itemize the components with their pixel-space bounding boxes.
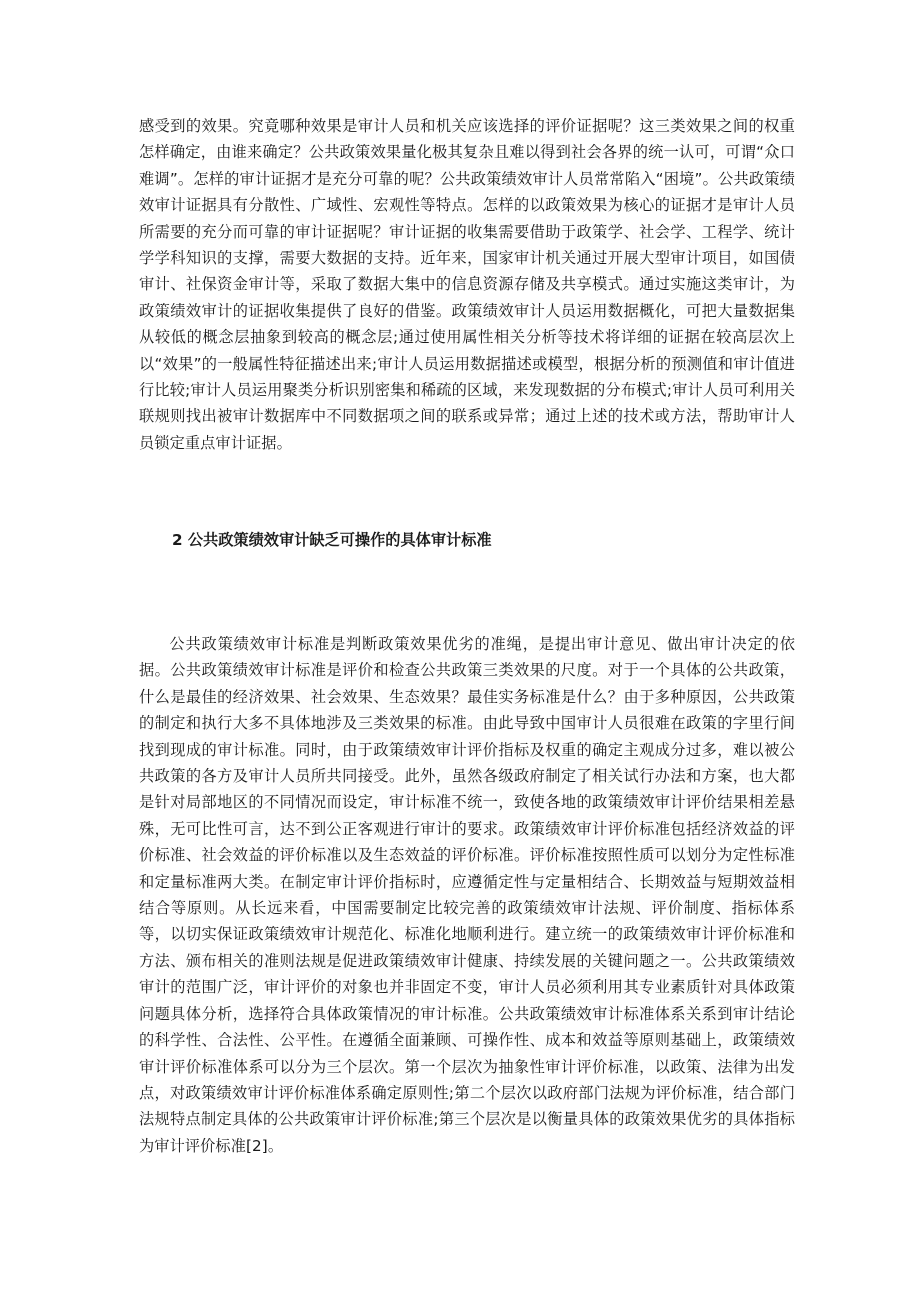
- body-paragraph-audit-evidence: 感受到的效果。究竟哪种效果是审计人员和机关应该选择的评价证据呢？这三类效果之间的权重怎样确定，由谁来确定？公共政策效果量化极其复杂且难以得到社会各界的统一认可，可谓“众口难调”。怎样的审计证据才是充分可靠的呢？公共政策绩效审计人员常常陷入“困境”。公共政策绩效审计证据具有分散性、广域性、宏观性等特点。怎样的以政策效果为核心的证据才是审计人员所需要的充分而可靠的审计证据呢？审计证据的收集需要借助于政策学、社会学、工程学、统计学学科知识的支撑，需要大数据的支持。近年来，国家审计机关通过开展大型审计项目，如国债审计、社保资金审计等，采取了数据大集中的信息资源存储及共享模式。通过实施这类审计，为政策绩效审计的证据收集提供了良好的借鉴。政策绩效审计人员运用数据概化，可把大量数据集从较低的概念层抽象到较高的概念层;通过使用属性相关分析等技术将详细的证据在较高层次上以“效果”的一般属性特征描述出来;审计人员运用数据描述或模型，根据分析的预测值和审计值进行比较;审计人员运用聚类分析识别密集和稀疏的区域，来发现数据的分布模式;审计人员可利用关联规则找出被审计数据库中不同数据项之间的联系或异常；通过上述的技术或方法，帮助审计人员锁定重点审计证据。: [139, 117, 795, 452]
- section-heading: 2 公共政策绩效审计缺乏可操作的具体审计标准: [172, 531, 492, 549]
- body-paragraph-audit-standards: 公共政策绩效审计标准是判断政策效果优劣的准绳，是提出审计意见、做出审计决定的依据。公共政策绩效审计标准是评价和检查公共政策三类效果的尺度。对于一个具体的公共政策，什么是最佳的经济效果、社会效果、生态效果？最佳实务标准是什么？由于多种原因，公共政策的制定和执行大多不具体地涉及三类效果的标准。由此导致中国审计人员很难在政策的字里行间找到现成的审计标准。同时，由于政策绩效审计评价指标及权重的确定主观成分过多，难以被公共政策的各方及审计人员所共同接受。此外，虽然各级政府制定了相关试行办法和方案，也大都是针对局部地区的不同情况而设定，审计标准不统一，致使各地的政策绩效审计评价结果相差悬殊，无可比性可言，达不到公正客观进行审计的要求。政策绩效审计评价标准包括经济效益的评价标准、社会效益的评价标准以及生态效益的评价标准。评价标准按照性质可以划分为定性标准和定量标准两大类。在制定审计评价指标时，应遵循定性与定量相结合、长期效益与短期效益相结合等原则。从长远来看，中国需要制定比较完善的政策绩效审计法规、评价制度、指标体系等，以切实保证政策绩效审计规范化、标准化地顺利进行。建立统一的政策绩效审计评价标准和方法、颁布相关的准则法规是促进政策绩效审计健康、持续发展的关键问题之一。公共政策绩效审计的范围广泛，审计评价的对象也并非固定不变，审计人员必须利用其专业素质针对具体政策问题具体分析，选择符合具体政策情况的审计标准。公共政策绩效审计标准体系关系到审计结论的科学性、合法性、公平性。在遵循全面兼顾、可操作性、成本和效益等原则基础上，政策绩效审计评价标准体系可以分为三个层次。第一个层次为抽象性审计评价标准，以政策、法律为出发点，对政策绩效审计评价标准体系确定原则性;第二个层次以政府部门法规为评价标准，结合部门法规特点制定具体的公共政策审计评价标准;第三个层次是以衡量具体的政策效果优劣的具体指标为审计评价标准[2]。: [139, 635, 795, 1155]
